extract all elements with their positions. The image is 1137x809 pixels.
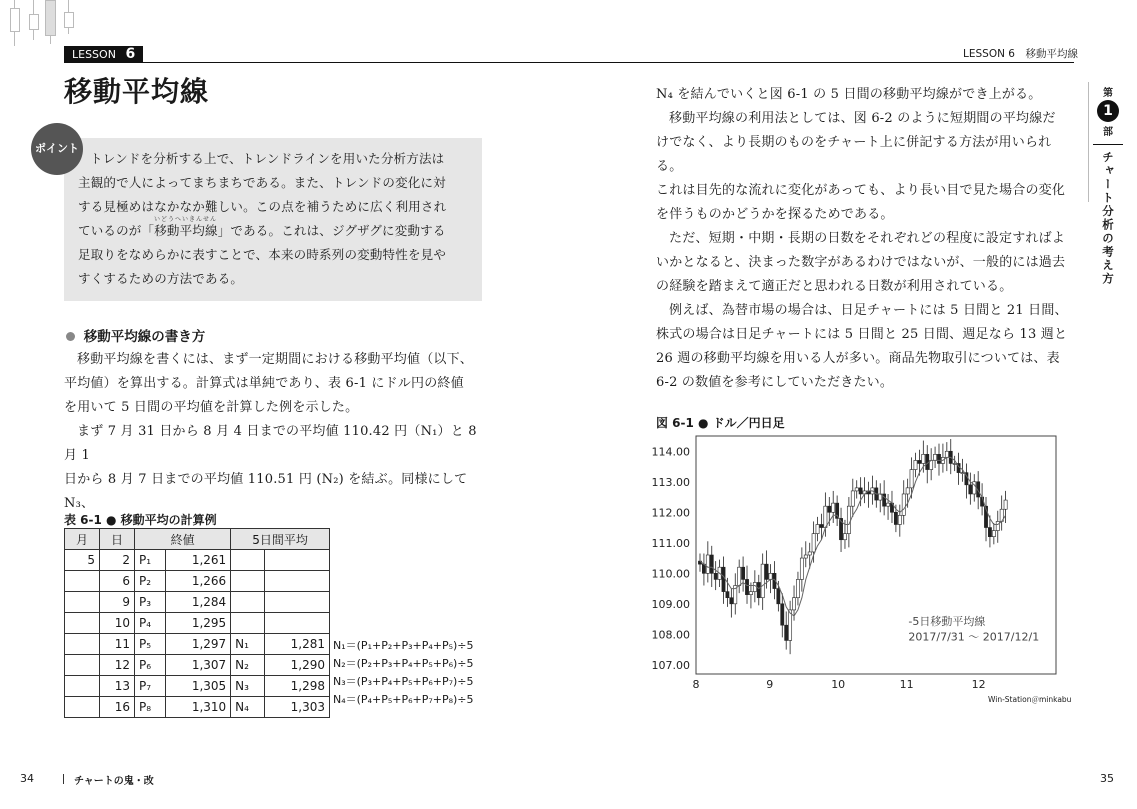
candle-body [804,555,807,558]
table-row [65,571,330,592]
point-ruby: いどうへいきんせん [154,216,218,223]
cell-day: 16 [100,697,135,718]
cell-month [65,592,100,613]
footer-title: チャートの鬼・改 [74,776,154,787]
formula-line: N₄＝(P₄+P₅+P₆+P₇+P₈)÷5 [333,693,474,706]
cell-day: 6 [100,571,135,592]
cell-day: 10 [100,613,135,634]
chart-source: Win-Station＠minkabu [988,695,1072,704]
cell-close: 1,297 [166,634,231,655]
table-row [65,676,330,697]
candle-body [722,567,725,591]
table-row [65,613,330,634]
paragraph-line: 平均値）を算出する。計算式は単純であり、表 6-1 にドル円の終値 [64,376,464,391]
candle-body [918,460,921,463]
candle-body [761,564,764,598]
candle-body [926,454,929,469]
candle-body [710,555,713,573]
cell-month [65,634,100,655]
cell-month [65,655,100,676]
cell-avg [265,550,330,571]
x-tick-label: 12 [971,678,986,691]
page-title: 移動平均線 [64,75,210,108]
candle-body [816,524,819,533]
cell-month [65,613,100,634]
candle-body [800,558,803,579]
left-page-number: 34 [20,772,34,785]
cell-close: 1,305 [166,676,231,697]
candle-body [824,506,827,527]
paragraph-line: 6-2 の数値を参考にしていただきたい。 [656,375,894,390]
candle-body [886,503,889,506]
formula-line: N₂＝(P₂+P₃+P₄+P₅+P₆)÷5 [333,657,474,670]
tab-side-rule [1088,82,1089,202]
cell-month [65,676,100,697]
point-text [78,147,478,291]
cell-p: P₃ [135,592,166,613]
cell-n [231,592,265,613]
cell-month [65,571,100,592]
y-tick-label: 107.00 [651,658,690,672]
cell-avg [265,613,330,634]
cell-p: P₅ [135,634,166,655]
table-row [65,655,330,676]
point-line: 足取りをなめらかに表すことで、本来の時系列の変動特性を見や [78,247,447,262]
y-tick-label: 110.00 [651,567,690,581]
candle-body [996,521,999,530]
candle-body [855,488,858,491]
cell-avg: 1,303 [265,697,330,718]
candle-body [914,460,917,469]
lesson-badge [64,46,143,63]
candle-body [859,488,862,494]
x-tick-label: 9 [766,678,774,691]
candle-body [992,531,995,537]
y-tick-label: 114.00 [651,445,690,459]
tab-vertical-text: チャート分析の考え方 [1101,151,1115,286]
cell-n: N₂ [231,655,265,676]
cell-n [231,550,265,571]
candle-body [820,524,823,527]
cell-day: 11 [100,634,135,655]
paragraph-line: 例えば、為替市場の場合は、日足チャートには 5 日間と 21 日間、 [669,303,1068,318]
paragraph-line: 26 週の移動平均線を用いる人が多い。商品先物取引については、表 [656,351,1060,366]
candle-body [902,494,905,515]
candle-body [769,573,772,579]
x-tick-label: 10 [831,678,846,691]
paragraph-line: けでなく、より長期のものをチャート上に併記する方法が用いられる。 [656,135,1052,174]
cell-close: 1,261 [166,550,231,571]
candle-body [937,454,940,463]
ma-period-annotation: 2017/7/31 ～ 2017/12/1 [908,630,1040,644]
point-line: する見極めはなかなか難しい。この点を補うために広く利用され [78,199,447,214]
cell-day: 12 [100,655,135,676]
candle-body [988,528,991,537]
candle-body [753,582,756,591]
point-line: 主観的で人によってまちまちである。また、トレンドの変化に対 [78,175,446,190]
cell-avg: 1,281 [265,634,330,655]
candle-body [741,567,744,579]
left-body [64,348,484,516]
col-day: 日 [100,529,135,550]
candle-body [898,515,901,524]
right-body [656,83,1076,395]
cell-p: P₈ [135,697,166,718]
tab-dai: 第 [1103,88,1113,99]
formula-line: N₁＝(P₁+P₂+P₃+P₄+P₅)÷5 [333,639,474,652]
point-line: すくするための方法である。 [78,271,244,286]
formula-block [333,637,474,709]
point-badge [31,123,83,175]
cell-avg: 1,290 [265,655,330,676]
table-row [65,697,330,718]
y-tick-label: 109.00 [651,597,690,611]
tab-number: 1 [1097,100,1119,122]
candle-body [765,564,768,579]
paragraph-line: 移動平均線を書くには、まず一定期間における移動平均値（以下、 [77,352,474,367]
candle-body [757,582,760,597]
candle-body [745,579,748,594]
col-month: 月 [65,529,100,550]
candle-body [808,552,811,555]
candle-body [894,512,897,524]
paragraph-line: N₄ を結んでいくと図 6-1 の 5 日間の移動平均線ができ上がる。 [656,87,1042,102]
candle-body [785,625,788,640]
candle-body [945,451,948,457]
candle-body [792,598,795,610]
lesson-number: 6 [125,46,136,62]
calc-table [64,528,330,718]
cell-avg [265,592,330,613]
candle-body [969,485,972,494]
candle-body [730,598,733,604]
candle-body [706,555,709,573]
col-close: 終値 [135,529,231,550]
cell-day: 9 [100,592,135,613]
cell-n: N₃ [231,676,265,697]
candle-body [796,579,799,597]
paragraph-line: これは目先的な流れに変化があっても、より長い目で見た場合の変化 [656,183,1066,198]
chapter-tab [1090,84,1126,286]
cell-n [231,613,265,634]
section-heading-text: 移動平均線の書き方 [83,329,206,345]
paragraph-line: ただ、短期・中期・長期の日数をそれぞれどの程度に設定すればよ [669,231,1066,246]
candle-body [851,491,854,506]
cell-close: 1,284 [166,592,231,613]
figure-title: 図 6-1 ● ドル／円日足 [656,416,785,430]
paragraph-line: 移動平均線の利用法としては、図 6-2 のように短期間の平均線だ [669,111,1056,126]
x-tick-label: 11 [899,678,914,691]
running-head: LESSON 6 移動平均線 [963,48,1078,60]
tab-rule [1093,144,1123,145]
footer-divider [63,774,64,784]
candle-body [738,567,741,585]
table-row [65,550,330,571]
cell-p: P₂ [135,571,166,592]
cell-avg: 1,298 [265,676,330,697]
header-rule [64,62,1074,63]
candle-body [910,470,913,488]
paragraph-line: を用いて 5 日間の平均値を計算した例を示した。 [64,400,359,415]
y-tick-label: 108.00 [651,628,690,642]
candle-body [812,534,815,552]
cell-p: P₆ [135,655,166,676]
candle-body [777,589,780,604]
cell-n: N₄ [231,697,265,718]
right-page-number: 35 [1100,772,1114,785]
paragraph-line: 株式の場合は日足チャートには 5 日間と 25 日間、週足なら 13 週と [656,327,1068,342]
y-tick-label: 111.00 [651,536,690,550]
cell-n: N₁ [231,634,265,655]
candle-body [726,592,729,598]
section-heading [66,325,205,345]
bullet-icon [66,332,75,341]
y-tick-label: 112.00 [651,506,690,520]
candle-body [832,503,835,512]
col-avg: 5日間平均 [231,529,330,550]
candle-body [906,488,909,494]
cell-p: P₁ [135,550,166,571]
candle-body [781,604,784,625]
candle-body [933,454,936,460]
cell-p: P₇ [135,676,166,697]
candle-body [961,473,964,474]
formula-line: N₃＝(P₃+P₄+P₅+P₆+P₇)÷5 [333,675,474,688]
cell-close: 1,307 [166,655,231,676]
candle-body [922,454,925,463]
point-label: ポイント [35,142,79,155]
ma-annotation: -5日移動平均線 [908,615,986,629]
cell-avg [265,571,330,592]
candle-body [847,506,850,533]
x-tick-label: 8 [692,678,700,691]
candle-body [828,506,831,512]
candle-body [953,463,956,464]
table-header-row [65,529,330,550]
point-line: ているのが「移動平均線」である。これは、ジグザグに変動する [78,223,446,238]
cell-day: 2 [100,550,135,571]
cell-close: 1,295 [166,613,231,634]
tab-bu: 部 [1103,127,1113,138]
cell-n [231,571,265,592]
cell-p: P₄ [135,613,166,634]
cell-day: 13 [100,676,135,697]
paragraph-line: を伴うものかどうかを探るためである。 [656,207,894,222]
cell-close: 1,310 [166,697,231,718]
cell-close: 1,266 [166,571,231,592]
cell-month: 5 [65,550,100,571]
paragraph-line: 日から 8 月 7 日までの平均値 110.51 円 (N₂) を結ぶ。同様にして N₃、 [64,472,468,511]
candle-body [714,573,717,579]
candle-body [1004,500,1007,509]
candle-body [749,592,752,595]
cell-month [65,697,100,718]
paragraph-line: まず 7 月 31 日から 8 月 4 日までの平均値 110.42 円（N₁）と 8 月 1 [64,424,477,463]
paragraph-line: の経験を踏まえて適正だと思われる日数が利用されている。 [656,279,1013,294]
point-line: トレンドを分析する上で、トレンドラインを用いた分析方法は [90,151,445,166]
decorative-candles-icon [0,0,80,50]
candle-body [843,534,846,540]
lesson-word: LESSON [72,48,116,61]
table-row [65,592,330,613]
table-row [65,634,330,655]
price-chart [650,428,1070,698]
paragraph-line: いかとなると、決まった数字があるわけではないが、一般的には過去 [656,255,1066,270]
y-tick-label: 113.00 [651,475,690,489]
table-title: 表 6-1 ● 移動平均の計算例 [64,513,217,527]
